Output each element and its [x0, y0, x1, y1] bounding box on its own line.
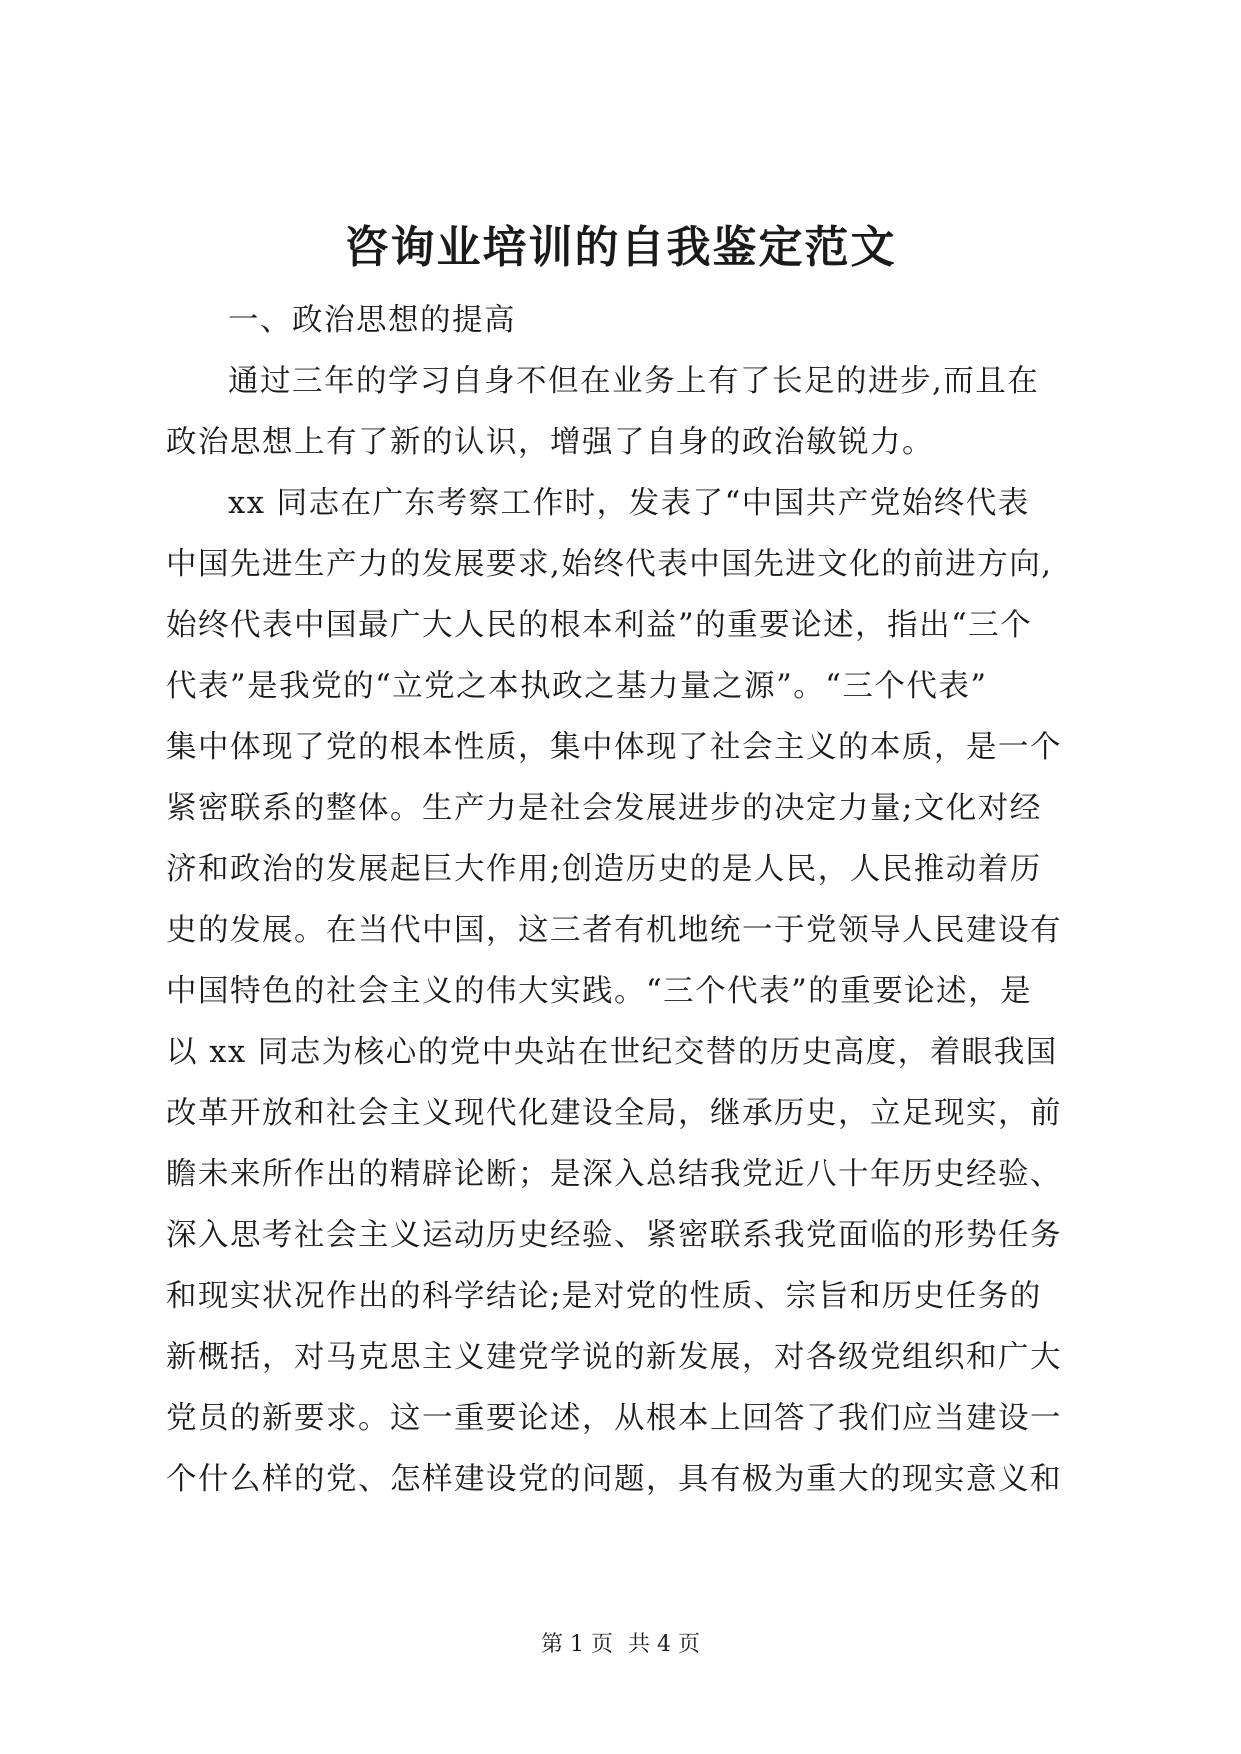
paragraph-line: 以 xx 同志为核心的党中央站在世纪交替的历史高度，着眼我国 — [166, 1035, 1058, 1070]
paragraph-line: 个什么样的党、怎样建设党的问题，具有极为重大的现实意义和 — [166, 1462, 1062, 1497]
paragraph-line: 新概括，对马克思主义建党学说的新发展，对各级党组织和广大 — [166, 1340, 1062, 1375]
paragraph-line: 始终代表中国最广大人民的根本利益”的重要论述，指出“三个 — [166, 608, 1033, 643]
paragraph-line: 瞻未来所作出的精辟论断；是深入总结我党近八十年历史经验、 — [166, 1157, 1062, 1192]
paragraph-line: 集中体现了党的根本性质，集中体现了社会主义的本质，是一个 — [166, 730, 1062, 765]
paragraph-line: 中国特色的社会主义的伟大实践。“三个代表”的重要论述，是 — [166, 974, 1033, 1009]
paragraph-line: xx 同志在广东考察工作时，发表了“中国共产党始终代表 — [228, 486, 1030, 521]
document-title: 咨询业培训的自我鉴定范文 — [344, 222, 897, 273]
section-heading: 一、政治思想的提高 — [228, 303, 516, 338]
paragraph-line: 党员的新要求。这一重要论述，从根本上回答了我们应当建设一 — [166, 1401, 1062, 1436]
paragraph-line: 政治思想上有了新的认识，增强了自身的政治敏锐力。 — [166, 425, 934, 460]
document-body — [166, 290, 1084, 1510]
paragraph-line: 深入思考社会主义运动历史经验、紧密联系我党面临的形势任务 — [166, 1218, 1062, 1253]
paragraph-line: 济和政治的发展起巨大作用;创造历史的是人民，人民推动着历 — [166, 852, 1042, 887]
page-total: 共 4 页 — [628, 1632, 700, 1657]
paragraph-line: 紧密联系的整体。生产力是社会发展进步的决定力量;文化对经 — [166, 791, 1042, 826]
paragraph-line: 中国先进生产力的发展要求,始终代表中国先进文化的前进方向, — [166, 547, 1053, 582]
paragraph-line: 史的发展。在当代中国，这三者有机地统一于党领导人民建设有 — [166, 913, 1062, 948]
page-footer — [0, 1630, 1241, 1660]
paragraph-line: 改革开放和社会主义现代化建设全局，继承历史，立足现实，前 — [166, 1096, 1062, 1131]
paragraph-line: 代表”是我党的“立党之本执政之基力量之源”。“三个代表” — [166, 669, 988, 704]
page-number: 第 1 页 — [541, 1632, 613, 1657]
paragraph-line: 和现实状况作出的科学结论;是对党的性质、宗旨和历史任务的 — [166, 1279, 1042, 1314]
paragraph-line: 通过三年的学习自身不但在业务上有了长足的进步,而且在 — [228, 364, 1040, 399]
